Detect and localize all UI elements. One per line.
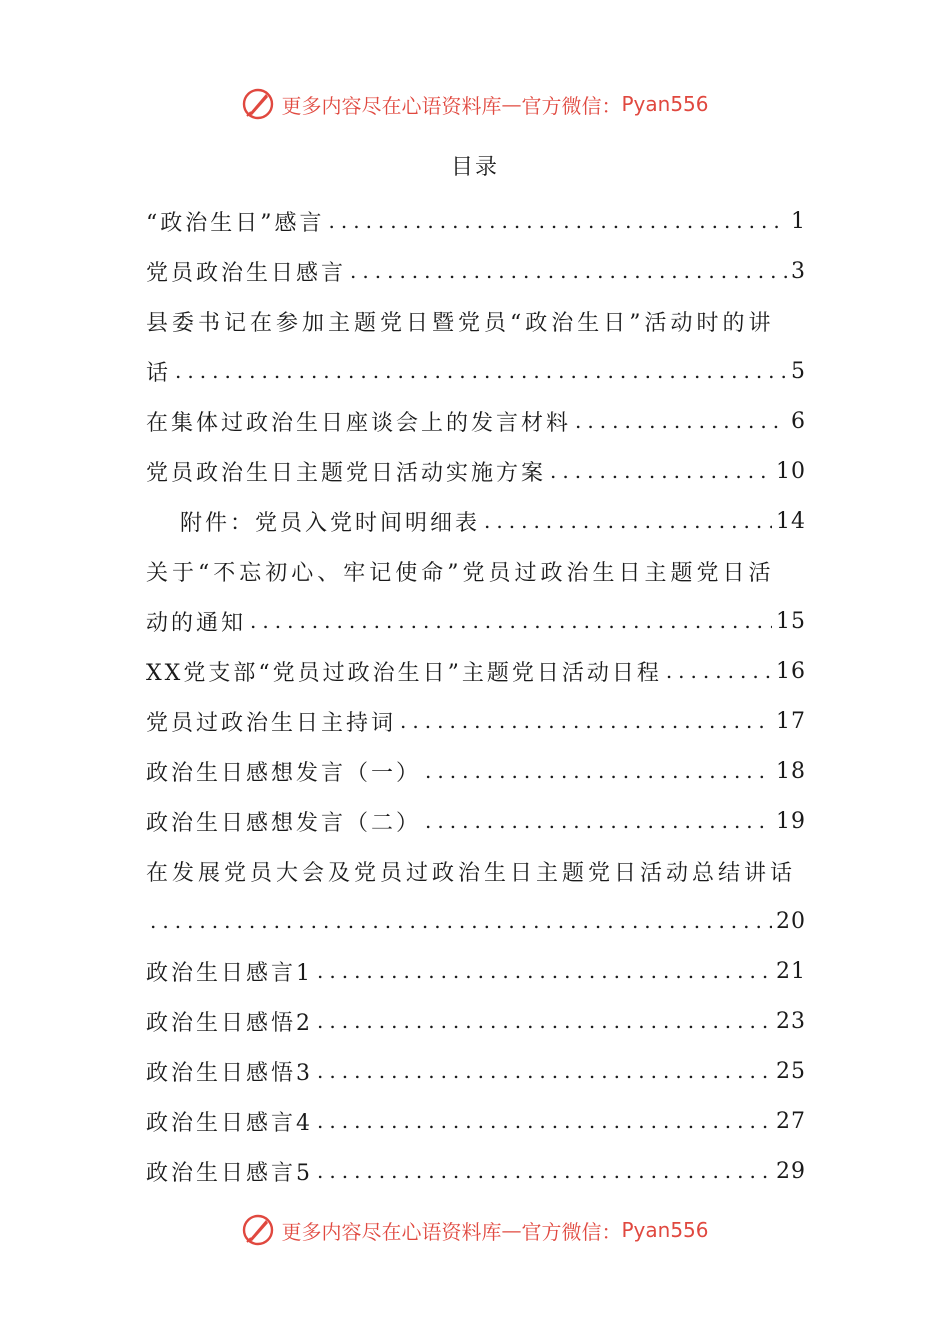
toc-entry-page: 25 — [776, 1058, 806, 1084]
watermark-footer — [0, 1210, 950, 1250]
toc-leader-dots — [666, 659, 772, 683]
toc-entry-page: 3 — [791, 258, 806, 284]
table-of-contents — [146, 196, 806, 1196]
toc-entry-text: 政治生日感言1 — [146, 960, 313, 986]
toc-entry[interactable] — [146, 646, 806, 696]
toc-entry-text: 政治生日感悟2 — [146, 1010, 313, 1036]
toc-entry-text: 县委书记在参加主题党日暨党员“政治生日”活动时的讲 — [146, 310, 775, 336]
toc-leader-dots — [425, 809, 772, 833]
quill-pen-logo-icon — [241, 1213, 275, 1247]
toc-leader-dots — [317, 1009, 772, 1033]
toc-entry-page: 17 — [776, 708, 806, 734]
toc-entry-page: 20 — [776, 908, 806, 934]
toc-entry-text: 党员政治生日感言 — [146, 260, 347, 286]
toc-entry-page: 1 — [791, 208, 806, 234]
toc-entry-text: XX党支部“党员过政治生日”主题党日活动日程 — [146, 660, 662, 686]
toc-entry[interactable] — [146, 396, 806, 446]
toc-entry-page: 15 — [776, 608, 806, 634]
toc-entry[interactable] — [146, 696, 806, 746]
toc-entry-text: 政治生日感想发言（二） — [146, 810, 422, 836]
toc-entry-line[interactable] — [146, 546, 806, 596]
toc-entry[interactable] — [146, 1096, 806, 1146]
toc-entry-page: 14 — [776, 508, 806, 534]
toc-entry-text: 政治生日感悟3 — [146, 1060, 313, 1086]
watermark-wechat-id: Pyan556 — [621, 1218, 709, 1242]
watermark-brand: 更多内容尽在心语资料库 — [281, 1219, 502, 1244]
watermark-brand: 更多内容尽在心语资料库 — [281, 93, 502, 118]
toc-entry[interactable] — [146, 746, 806, 796]
toc-leader-dots — [317, 1109, 772, 1133]
toc-entry-text: 在发展党员大会及党员过政治生日主题党日活动总结讲话 — [146, 860, 797, 886]
watermark-wechat-label: 官方微信： — [521, 1219, 622, 1244]
toc-leader-dots — [250, 609, 772, 633]
toc-leader-dots — [400, 709, 772, 733]
toc-entry-text: 政治生日感想发言（一） — [146, 760, 422, 786]
toc-entry-page: 18 — [776, 758, 806, 784]
toc-entry-text: 话 — [146, 360, 172, 386]
toc-entry-text: “政治生日”感言 — [146, 210, 325, 236]
toc-entry[interactable] — [146, 346, 806, 396]
toc-entry[interactable] — [146, 946, 806, 996]
toc-entry-text: 党员过政治生日主持词 — [146, 710, 397, 736]
toc-entry[interactable] — [146, 1046, 806, 1096]
toc-leader-dots — [317, 1059, 772, 1083]
toc-entry[interactable] — [146, 496, 806, 546]
toc-entry-text: 在集体过政治生日座谈会上的发言材料 — [146, 410, 572, 436]
toc-entry-text: 附件：党员入党时间明细表 — [180, 510, 481, 536]
toc-entry[interactable] — [146, 196, 806, 246]
watermark-dash: — — [501, 1218, 522, 1242]
watermark-wechat-label: 官方微信： — [521, 93, 622, 118]
toc-entry-text: 动的通知 — [146, 610, 247, 636]
toc-entry[interactable] — [146, 1146, 806, 1196]
toc-entry-line[interactable] — [146, 846, 806, 896]
toc-entry-page: 6 — [791, 408, 806, 434]
toc-entry-text: 关于“不忘初心、牢记使命”党员过政治生日主题党日活 — [146, 560, 775, 586]
toc-leader-dots — [317, 1159, 772, 1183]
toc-entry-line[interactable] — [146, 296, 806, 346]
toc-entry[interactable] — [146, 246, 806, 296]
toc-entry-text: 政治生日感言4 — [146, 1110, 313, 1136]
toc-entry[interactable] — [146, 996, 806, 1046]
toc-leader-dots — [550, 459, 772, 483]
toc-leader-dots — [425, 759, 772, 783]
toc-entry-page: 5 — [791, 358, 806, 384]
toc-entry-page: 27 — [776, 1108, 806, 1134]
toc-entry[interactable] — [146, 446, 806, 496]
toc-entry-page: 16 — [776, 658, 806, 684]
toc-entry[interactable] — [146, 796, 806, 846]
toc-entry-page: 29 — [776, 1158, 806, 1184]
toc-entry-text: 党员政治生日主题党日活动实施方案 — [146, 460, 547, 486]
quill-pen-logo-icon — [241, 87, 275, 121]
toc-leader-dots — [575, 409, 787, 433]
toc-entry-page: 19 — [776, 808, 806, 834]
toc-entry-page: 23 — [776, 1008, 806, 1034]
toc-entry[interactable] — [146, 596, 806, 646]
toc-leader-dots — [150, 909, 772, 933]
watermark-dash: — — [501, 92, 522, 116]
toc-leader-dots — [175, 359, 787, 383]
watermark-wechat-id: Pyan556 — [621, 92, 709, 116]
toc-entry[interactable] — [146, 896, 806, 946]
toc-entry-text: 政治生日感言5 — [146, 1160, 313, 1186]
watermark-header — [0, 84, 950, 124]
toc-leader-dots — [317, 959, 772, 983]
toc-entry-page: 21 — [776, 958, 806, 984]
toc-entry-page: 10 — [776, 458, 806, 484]
toc-leader-dots — [329, 209, 788, 233]
toc-leader-dots — [484, 509, 772, 533]
page-title: 目录 — [450, 155, 499, 180]
toc-leader-dots — [350, 259, 787, 283]
